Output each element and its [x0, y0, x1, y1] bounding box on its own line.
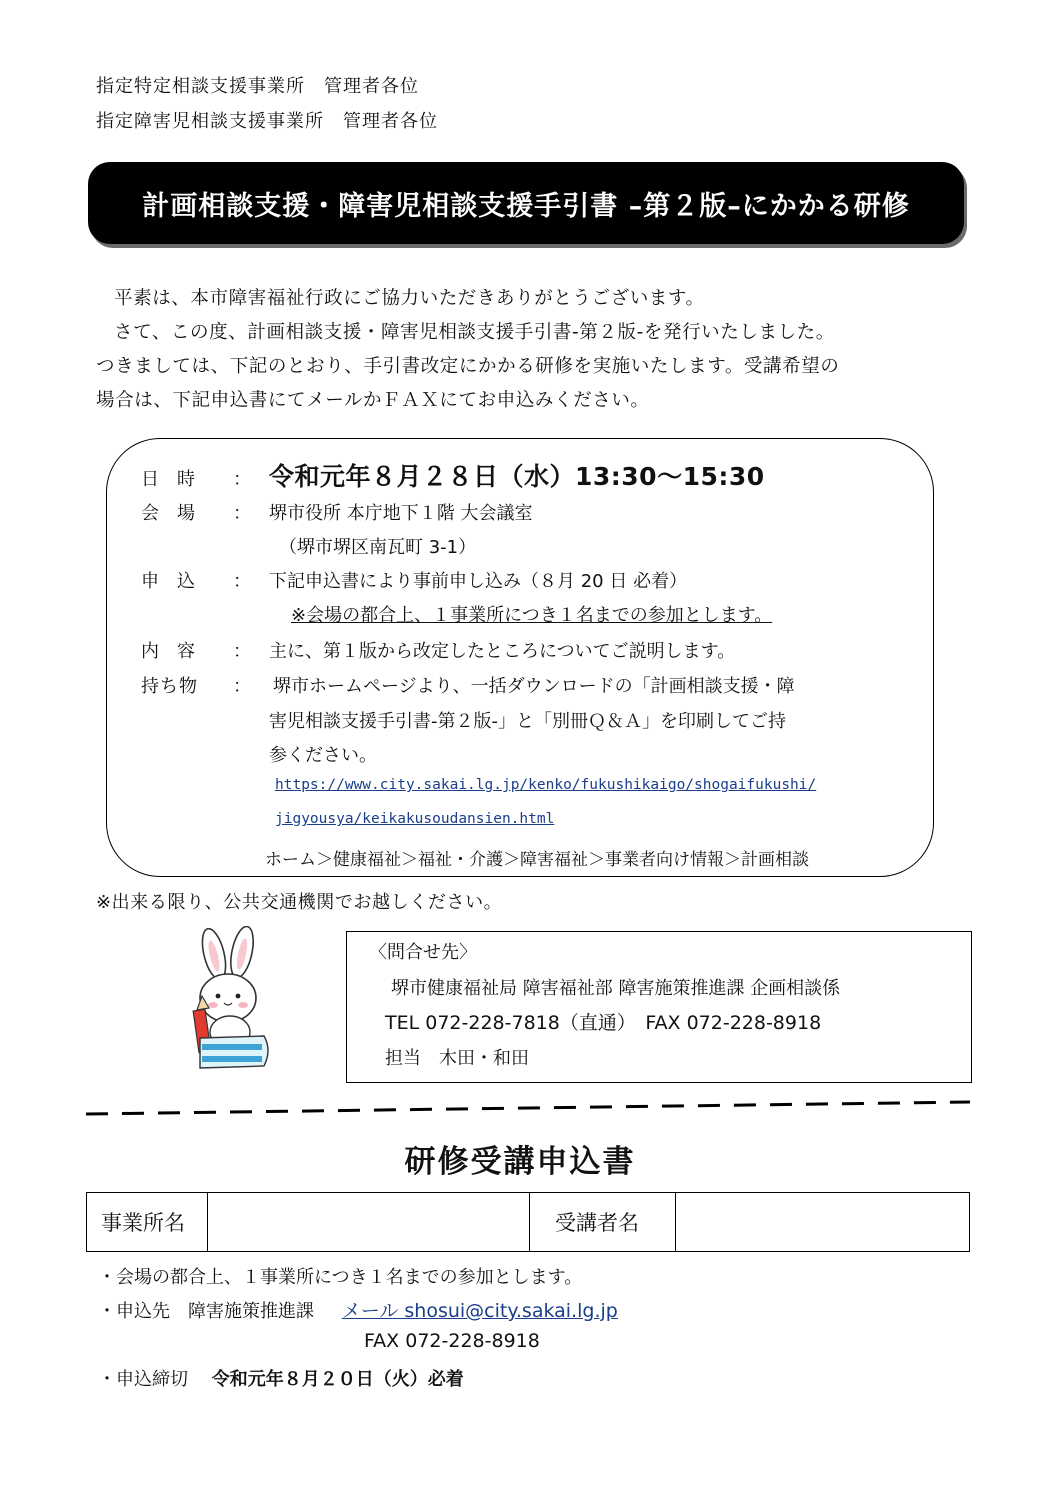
page-title: 計画相談支援・障害児相談支援手引書 –第２版–にかかる研修: [88, 162, 964, 244]
colon: ：: [233, 571, 251, 592]
form-title: 研修受講申込書: [404, 1144, 636, 1180]
transit-note: ※出来る限り、公共交通機関でお越しください。: [96, 892, 503, 913]
download-link-part-2[interactable]: jigyousya/keikakusoudansien.html: [275, 811, 555, 827]
venue-value: 堺市役所 本庁地下１階 大会議室: [269, 503, 533, 524]
apply-value: 下記申込書により事前申し込み（８月 20 日 必着）: [269, 571, 688, 592]
form-submit-to-row: [98, 1296, 998, 1323]
contact-staff: 担当 木田・和田: [385, 1048, 529, 1069]
addressee-line-2: 指定障害児相談支援事業所 管理者各位: [96, 111, 438, 132]
form-fax: FAX 072-228-8918: [364, 1330, 540, 1352]
bring-value-1: 堺市ホームページより、一括ダウンロードの「計画相談支援・障: [273, 676, 795, 697]
contact-department: 堺市健康福祉局 障害福祉部 障害施策推進課 企画相談係: [391, 978, 841, 999]
contact-phone: TEL 072-228-7818（直通） FAX 072-228-8918: [385, 1012, 822, 1034]
intro-line-4: 場合は、下記申込書にてメールかＦＡＸにてお申込みください。: [96, 390, 650, 411]
colon: ：: [233, 503, 251, 524]
rabbit-with-pencil-icon: [180, 926, 280, 1074]
event-info-box: [106, 438, 934, 877]
download-link-part-1[interactable]: https://www.city.sakai.lg.jp/kenko/fukushikaigo/shogaifukushi/: [275, 777, 817, 793]
application-form-table: [86, 1192, 970, 1252]
divider: [529, 1193, 530, 1251]
office-name-field[interactable]: [209, 1193, 529, 1251]
colon: ：: [233, 469, 251, 490]
form-deadline-row: [98, 1365, 998, 1391]
contact-box: [346, 931, 972, 1083]
intro-paragraph: [96, 282, 956, 418]
attendee-name-label: 受講者名: [555, 1211, 639, 1235]
nav-path: ホーム＞健康福祉＞福祉・介護＞障害福祉＞事業者向け情報＞計画相談: [265, 850, 809, 870]
datetime-value: 令和元年８月２８日（水）13:30～15:30: [269, 462, 765, 491]
content-value: 主に、第１版から改定したところについてご説明します。: [269, 641, 736, 662]
colon: ：: [233, 641, 251, 662]
addressee-line-1: 指定特定相談支援事業所 管理者各位: [96, 76, 419, 97]
bring-value-3: 参ください。: [269, 745, 377, 766]
intro-line-2: さて、この度、計画相談支援・障害児相談支援手引書-第２版-を発行いたしました。: [114, 322, 835, 343]
content-label: 内容: [141, 641, 213, 662]
apply-label: 申込: [141, 571, 213, 592]
office-name-label: 事業所名: [101, 1211, 185, 1235]
datetime-label: 日時: [141, 469, 213, 490]
bring-value-2: 害児相談支援手引書-第２版-」と「別冊Ｑ＆Ａ」を印刷してご持: [269, 711, 786, 732]
intro-line-1: 平素は、本市障害福祉行政にご協力いただきありがとうございます。: [114, 288, 705, 309]
venue-label: 会場: [141, 503, 213, 524]
bring-label: 持ち物: [141, 676, 198, 697]
apply-note: ※会場の都合上、１事業所につき１名までの参加とします。: [291, 605, 773, 626]
cut-line-divider: [86, 1100, 970, 1120]
form-deadline: 令和元年８月２０日（火）必着: [211, 1369, 464, 1390]
contact-heading: 〈問合せ先〉: [369, 942, 477, 963]
form-deadline-label: ・申込締切: [98, 1369, 188, 1390]
attendee-name-field[interactable]: [677, 1193, 967, 1251]
venue-address: （堺市堺区南瓦町 3-1）: [279, 537, 477, 558]
intro-line-3: つきましては、下記のとおり、手引書改定にかかる研修を実施いたします。受講希望の: [96, 356, 840, 377]
form-submit-to-label: ・申込先 障害施策推進課: [98, 1301, 314, 1322]
form-note-capacity: ・会場の都合上、１事業所につき１名までの参加とします。: [98, 1267, 583, 1288]
colon: ：: [233, 676, 251, 697]
form-email-link[interactable]: メール shosui@city.sakai.lg.jp: [341, 1300, 618, 1322]
